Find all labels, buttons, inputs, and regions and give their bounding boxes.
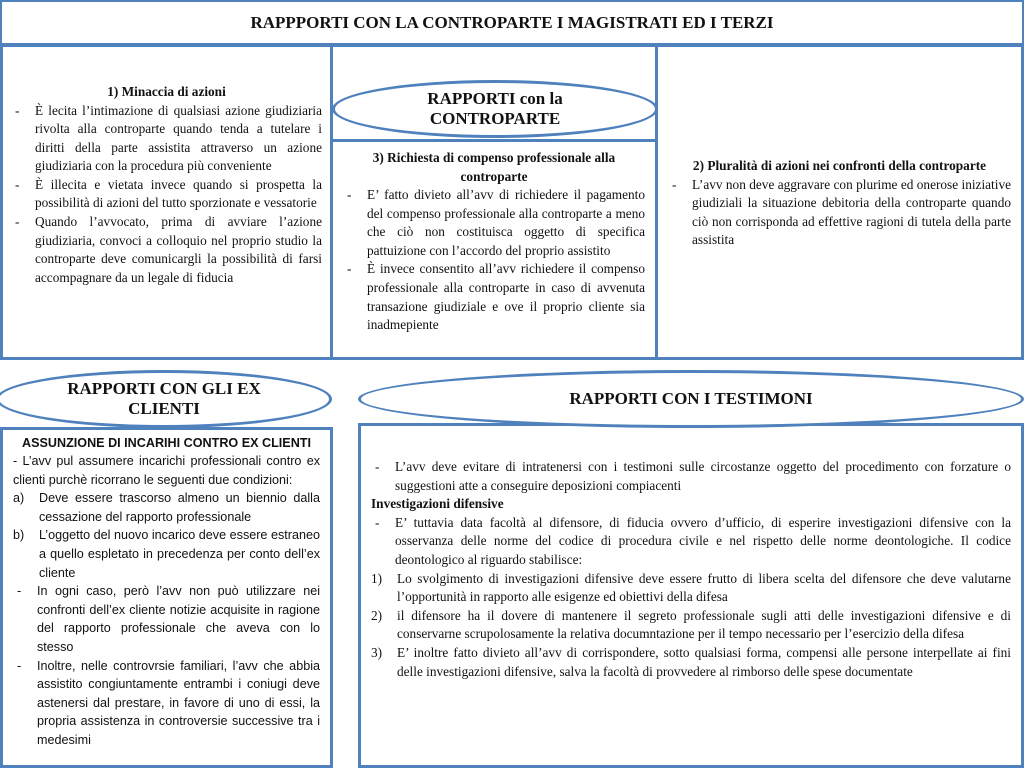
- list-text: Deve essere trascorso almeno un biennio dalla cessazione del rapporto professionale: [39, 491, 320, 524]
- ex-clienti-ellipse-label: RAPPORTI CON GLI EX CLIENTI: [67, 379, 261, 418]
- list-marker: a): [13, 491, 25, 506]
- list-item: - Inoltre, nelle controvrsie familiari, l’avv che abbia assistito congiuntamente entrambi i coniugi deve astenersi dal prestare, in favore di uno di essi, la propria assistenza in controversie successive tra i medesimi: [13, 657, 320, 750]
- section3-list: [343, 186, 645, 335]
- section3-heading: 3) Richiesta di compenso professionale alla controparte: [372, 150, 616, 184]
- list-item: - L’avv non deve aggravare con plurime ed onerose iniziative giudiziali la situazione debitoria della controparte quando ciò non corrisponda ad effettive ragioni di tutela della parte assistita: [668, 176, 1011, 250]
- list-marker: 1): [371, 570, 383, 586]
- ex-clienti-heading: ASSUNZIONE DI INCARIHI CONTRO EX CLIENTI: [22, 436, 311, 450]
- testimoni-subheading: Investigazioni difensive: [371, 496, 504, 512]
- list-item: [13, 526, 320, 582]
- list-item: - E’ fatto divieto all’avv di richiedere il pagamento del compenso professionale alla controparte a meno che ciò non costituisca oggetto di specifica pattuizione con l’accordo del proprio assistito: [343, 186, 645, 260]
- controparte-ellipse-label: RAPPORTI con la CONTROPARTE: [427, 89, 563, 128]
- list-marker: 3): [371, 644, 383, 660]
- testimoni-numbered: [371, 570, 1011, 682]
- list-item: [371, 607, 1011, 644]
- list-text: L’oggetto del nuovo incarico deve essere estraneo a quello espletato in precedenza per conto dell’ex cliente: [39, 528, 320, 580]
- list-text: il difensore ha il dovere di mantenere il segreto professionale sugli atti delle investigazioni difensive e di conservarne scrupolosamente la relativa documntazione per il tempo necessario per l’esercizio della difesa: [397, 607, 1011, 642]
- list-item: - È invece consentito all’avv richiedere il compenso professionale alla controparte in caso di avvenuta transazione giudiziale e ove il proprio cliente sia inadmepiente: [343, 260, 645, 334]
- list-item: - E’ tuttavia data facoltà al difensore, di fiducia ovvero d’ufficio, di esperire investigazioni difensive con la osservanza delle norme del codice di procedura civile e nel rispetto delle norme deontologiche. Il codice deontologico al riguardo stabilisce:: [371, 514, 1011, 570]
- controparte-ellipse: [332, 80, 658, 138]
- list-item: [371, 644, 1011, 681]
- section2-list: [668, 176, 1011, 250]
- testimoni-ellipse-label: RAPPORTI CON I TESTIMONI: [569, 389, 813, 409]
- section3-box: [330, 139, 658, 360]
- list-text: E’ inoltre fatto divieto all’avv di corrispondere, sotto qualsiasi forma, compensi alle persone interpellate ai fini delle investigazioni difensive, salva la facoltà di provvedere al rimborso delle spese documentate: [397, 644, 1011, 679]
- section1-heading: 1) Minaccia di azioni: [107, 84, 226, 99]
- list-item: - Quando l’avvocato, prima di avviare l’azione giudiziaria, convoci a colloquio nel proprio studio la controparte deve comunicargli la possibilità di farsi accompagnare da un legale di fiducia: [11, 213, 322, 287]
- section2-box: [655, 44, 1024, 360]
- list-item: [371, 570, 1011, 607]
- ex-clienti-intro: - L’avv pul assumere incarichi professionali contro ex clienti purchè ricorrano le seguenti due condizioni:: [13, 454, 320, 487]
- list-item: - È lecita l’intimazione di qualsiasi azione giudiziaria rivolta alla controparte quando tenda a tutelare i diritti della parte assistita attraverso un azione giudiziaria con la procedura più conveniente: [11, 102, 322, 176]
- list-item: [13, 489, 320, 526]
- list-text: Lo svolgimento di investigazioni difensive deve essere frutto di libera scelta del difensore che deve valutarne l’opportunità in rapporto alle esigenze ed obiettivi della difesa: [397, 570, 1011, 605]
- testimoni-list-top: [371, 458, 1011, 495]
- testimoni-list-mid: [371, 514, 1011, 570]
- ex-clienti-box: [0, 427, 333, 768]
- list-item: - È illecita e vietata invece quando si prospetta la possibilità di azioni del tutto sporzionate e vessatorie: [11, 176, 322, 213]
- section1-box: [0, 44, 333, 360]
- section2-heading: 2) Pluralità di azioni nei confronti della controparte: [692, 158, 987, 173]
- section1-list: [11, 102, 322, 288]
- list-item: - In ogni caso, però l’avv non può utilizzare nei confronti dell’ex cliente notizie acquisite in ragione del rapporto professionale che aveva con lo stesso: [13, 582, 320, 656]
- page-title-text: RAPPPORTI CON LA CONTROPARTE I MAGISTRATI ED I TERZI: [250, 12, 774, 32]
- testimoni-ellipse: [358, 370, 1024, 428]
- list-marker: 2): [371, 607, 383, 623]
- ex-clienti-conditions: [13, 489, 320, 582]
- list-marker: b): [13, 528, 25, 543]
- ex-clienti-list: [13, 582, 320, 749]
- list-item: - L’avv deve evitare di intratenersi con i testimoni sulle circostanze oggetto del procedimento con forzature o suggestioni atte a conseguire deposizioni compiacenti: [371, 458, 1011, 495]
- page-title: [0, 0, 1024, 46]
- ex-clienti-ellipse: [0, 370, 332, 428]
- testimoni-box: [358, 423, 1024, 768]
